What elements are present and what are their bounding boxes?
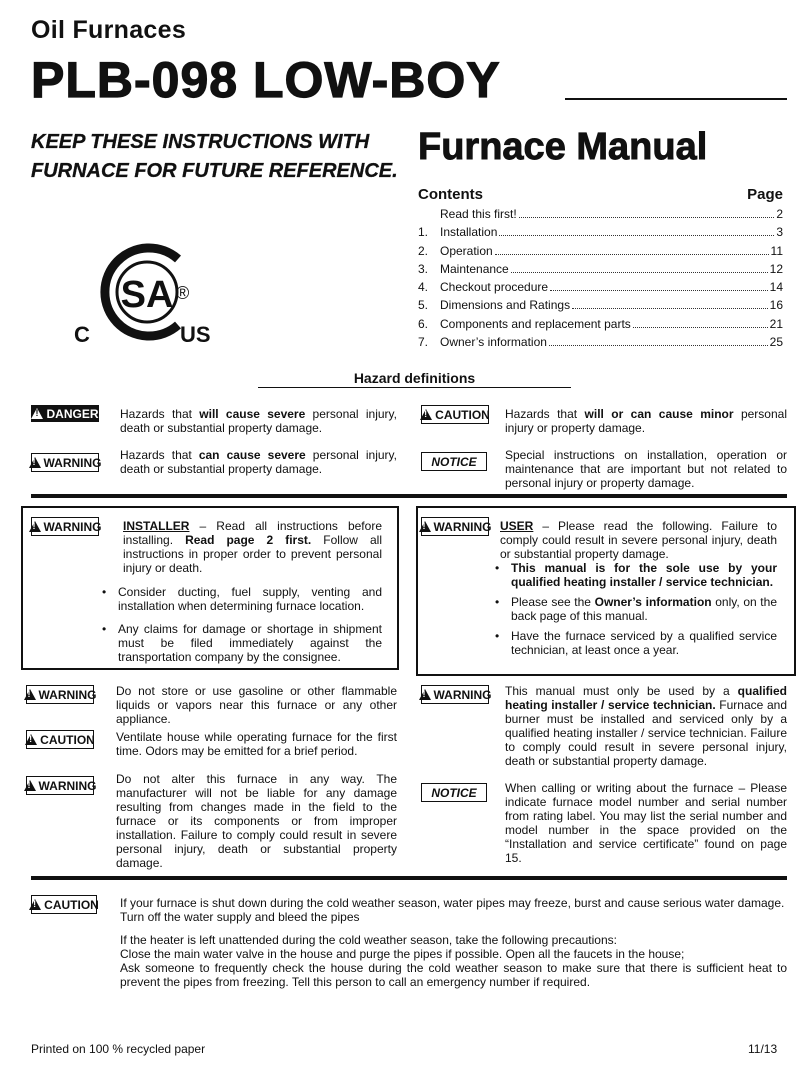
toc-title: Components and replacement parts bbox=[440, 316, 631, 331]
installer-warning-badge: ! WARNING bbox=[31, 517, 99, 536]
alert-triangle-icon bbox=[25, 734, 37, 745]
toc-title: Read this first! bbox=[440, 207, 517, 221]
list-item: • This manual is for the sole use by your qualified heating installer / service technician. bbox=[491, 561, 777, 589]
toc-leader bbox=[572, 308, 768, 309]
alter-warning-badge: ! WARNING bbox=[26, 776, 94, 795]
alert-triangle-icon bbox=[24, 689, 36, 700]
installer-bullets bbox=[98, 585, 382, 673]
toc-number: 5. bbox=[418, 298, 429, 313]
contents-heading: Contents Page bbox=[418, 186, 783, 203]
hazard-definitions-title: Hazard definitions bbox=[258, 370, 571, 388]
alert-triangle-icon bbox=[419, 521, 431, 532]
user-bullets bbox=[491, 561, 777, 666]
list-item: • Consider ducting, fuel supply, venting and installation when determining furnace location. bbox=[98, 585, 382, 613]
toc-number: 6. bbox=[418, 316, 429, 331]
alert-triangle-icon bbox=[420, 409, 432, 420]
toc-item[interactable] bbox=[418, 225, 783, 243]
toc-item[interactable] bbox=[418, 317, 783, 335]
toc-number: 1. bbox=[418, 225, 429, 240]
toc-item[interactable] bbox=[418, 207, 783, 225]
toc-title: Operation bbox=[440, 243, 493, 258]
ventilate-caution-badge: ! CAUTION bbox=[26, 730, 94, 749]
toc-leader bbox=[499, 235, 774, 236]
technician-warning-badge: ! WARNING bbox=[421, 685, 489, 704]
toc-item[interactable] bbox=[418, 244, 783, 262]
toc-leader bbox=[495, 254, 769, 255]
toc-leader bbox=[633, 327, 768, 328]
gasoline-warning-badge: ! WARNING bbox=[26, 685, 94, 704]
alert-triangle-icon bbox=[31, 408, 43, 419]
alert-triangle-icon bbox=[29, 521, 41, 532]
alert-triangle-icon bbox=[419, 689, 431, 700]
toc-item[interactable] bbox=[418, 280, 783, 298]
alert-triangle-icon bbox=[29, 899, 41, 910]
danger-badge: ! DANGER bbox=[31, 405, 99, 422]
toc-title: Installation bbox=[440, 225, 498, 240]
notice-badge: NOTICE bbox=[421, 452, 487, 471]
toc-page: 16 bbox=[769, 298, 783, 313]
category-title: Oil Furnaces bbox=[31, 16, 187, 44]
title-underline bbox=[565, 98, 787, 100]
gasoline-warning-text: Do not store or use gasoline or other flammable liquids or vapors near this furnace or any other appliance. bbox=[116, 684, 397, 726]
alert-triangle-icon bbox=[24, 780, 36, 791]
toc-page: 3 bbox=[776, 225, 783, 240]
table-of-contents bbox=[418, 207, 783, 353]
list-item: • Please see the Owner’s information only, on the back page of this manual. bbox=[491, 595, 777, 623]
toc-title: Dimensions and Ratings bbox=[440, 298, 571, 313]
toc-title: Checkout procedure bbox=[440, 280, 549, 295]
section-divider bbox=[31, 494, 787, 498]
user-warning-badge: ! WARNING bbox=[421, 517, 489, 536]
svg-text:SA: SA bbox=[120, 274, 174, 316]
toc-number: 4. bbox=[418, 280, 429, 295]
list-item: • Have the furnace serviced by a qualified service technician, at least once a year. bbox=[491, 629, 777, 657]
serial-notice-badge: NOTICE bbox=[421, 783, 487, 802]
list-item: • Any claims for damage or shortage in shipment must be filed immediately against the transportation company by the consignee. bbox=[98, 622, 382, 664]
notice-definition: Special instructions on installation, operation or maintenance that are important but not related to personal injury or property damage. bbox=[505, 448, 787, 490]
toc-leader bbox=[511, 272, 768, 273]
csa-logo-mark bbox=[74, 237, 230, 347]
danger-definition: Hazards that will cause severe personal injury, death or substantial property damage. bbox=[120, 407, 397, 435]
manual-title: Furnace Manual bbox=[418, 126, 708, 168]
toc-leader bbox=[550, 290, 768, 291]
alert-triangle-icon bbox=[29, 457, 41, 468]
footer-recycled: Printed on 100 % recycled paper bbox=[31, 1042, 206, 1056]
user-instructions: USER – Please read the following. Failure to comply could result in severe personal injury, death or substantial property damage. bbox=[500, 519, 777, 561]
toc-item[interactable] bbox=[418, 298, 783, 316]
svg-text:US: US bbox=[180, 322, 211, 347]
toc-title: Owner’s information bbox=[440, 335, 547, 350]
toc-number: 7. bbox=[418, 335, 429, 350]
ventilate-caution-text: Ventilate house while operating furnace for the first time. Odors may be emitted for a brief period. bbox=[116, 730, 397, 758]
model-title: PLB-098 LOW-BOY bbox=[31, 52, 501, 108]
toc-page: 14 bbox=[769, 280, 783, 295]
warning-definition: Hazards that can cause severe personal injury, death or substantial property damage. bbox=[120, 448, 397, 476]
toc-number: 2. bbox=[418, 243, 429, 258]
installer-instructions: INSTALLER – Read all instructions before installing. Read page 2 first. Follow all instructions in proper order to prevent personal injury or death. bbox=[123, 519, 382, 575]
caution-badge: ! CAUTION bbox=[421, 405, 489, 424]
alter-warning-text: Do not alter this furnace in any way. The manufacturer will not be liable for any damage resulting from changes made in the field to the furnace or its components or from improper installation. Failure to comply could result in severe personal injury, death or substantial property damage. bbox=[116, 772, 397, 870]
toc-page: 21 bbox=[769, 316, 783, 331]
svg-text:C: C bbox=[74, 322, 90, 347]
toc-page: 25 bbox=[769, 335, 783, 350]
toc-page: 11 bbox=[770, 243, 783, 258]
toc-leader bbox=[519, 217, 775, 218]
toc-title: Maintenance bbox=[440, 261, 509, 276]
toc-item[interactable] bbox=[418, 262, 783, 280]
freeze-caution-badge: ! CAUTION bbox=[31, 895, 97, 914]
warning-badge: ! WARNING bbox=[31, 453, 99, 472]
keep-instructions: KEEP THESE INSTRUCTIONS WITH FURNACE FOR FUTURE REFERENCE. bbox=[31, 131, 398, 182]
footer-date: 11/13 bbox=[748, 1042, 778, 1056]
serial-notice-text: When calling or writing about the furnace – Please indicate furnace model number and serial number from rating label. You may list the serial number and model number in the space provided on the “Installation and service certificate” found on page 15. bbox=[505, 781, 787, 865]
csa-logo bbox=[74, 237, 230, 347]
freeze-text: If your furnace is shut down during the cold weather season, water pipes may freeze, burst and cause serious water damage. Turn off the water supply and bleed the pipes If the heater is left unattended during the cold weather season, take the following precautions: Close the main water valve in the house and purge the pipes if possible. Open all the faucets in the house; Ask someone to frequently check the house during the cold weather season to make sure that there is sufficient heat to prevent the pipes from freezing. Tell this person to call an emergency number if required. bbox=[120, 896, 787, 989]
toc-page: 2 bbox=[776, 207, 783, 221]
svg-text:®: ® bbox=[176, 283, 190, 303]
technician-warning-text: This manual must only be used by a qualified heating installer / service technician. Furnace and burner must be installed and serviced only by a qualified heating installer / service technician. Failure to comply could result in severe personal injury, death or substantial property damage. bbox=[505, 684, 787, 768]
toc-leader bbox=[549, 345, 768, 346]
toc-number: 3. bbox=[418, 261, 429, 276]
caution-definition: Hazards that will or can cause minor personal injury or property damage. bbox=[505, 407, 787, 435]
section-divider bbox=[31, 876, 787, 880]
toc-page: 12 bbox=[769, 261, 783, 276]
toc-item[interactable] bbox=[418, 335, 783, 353]
